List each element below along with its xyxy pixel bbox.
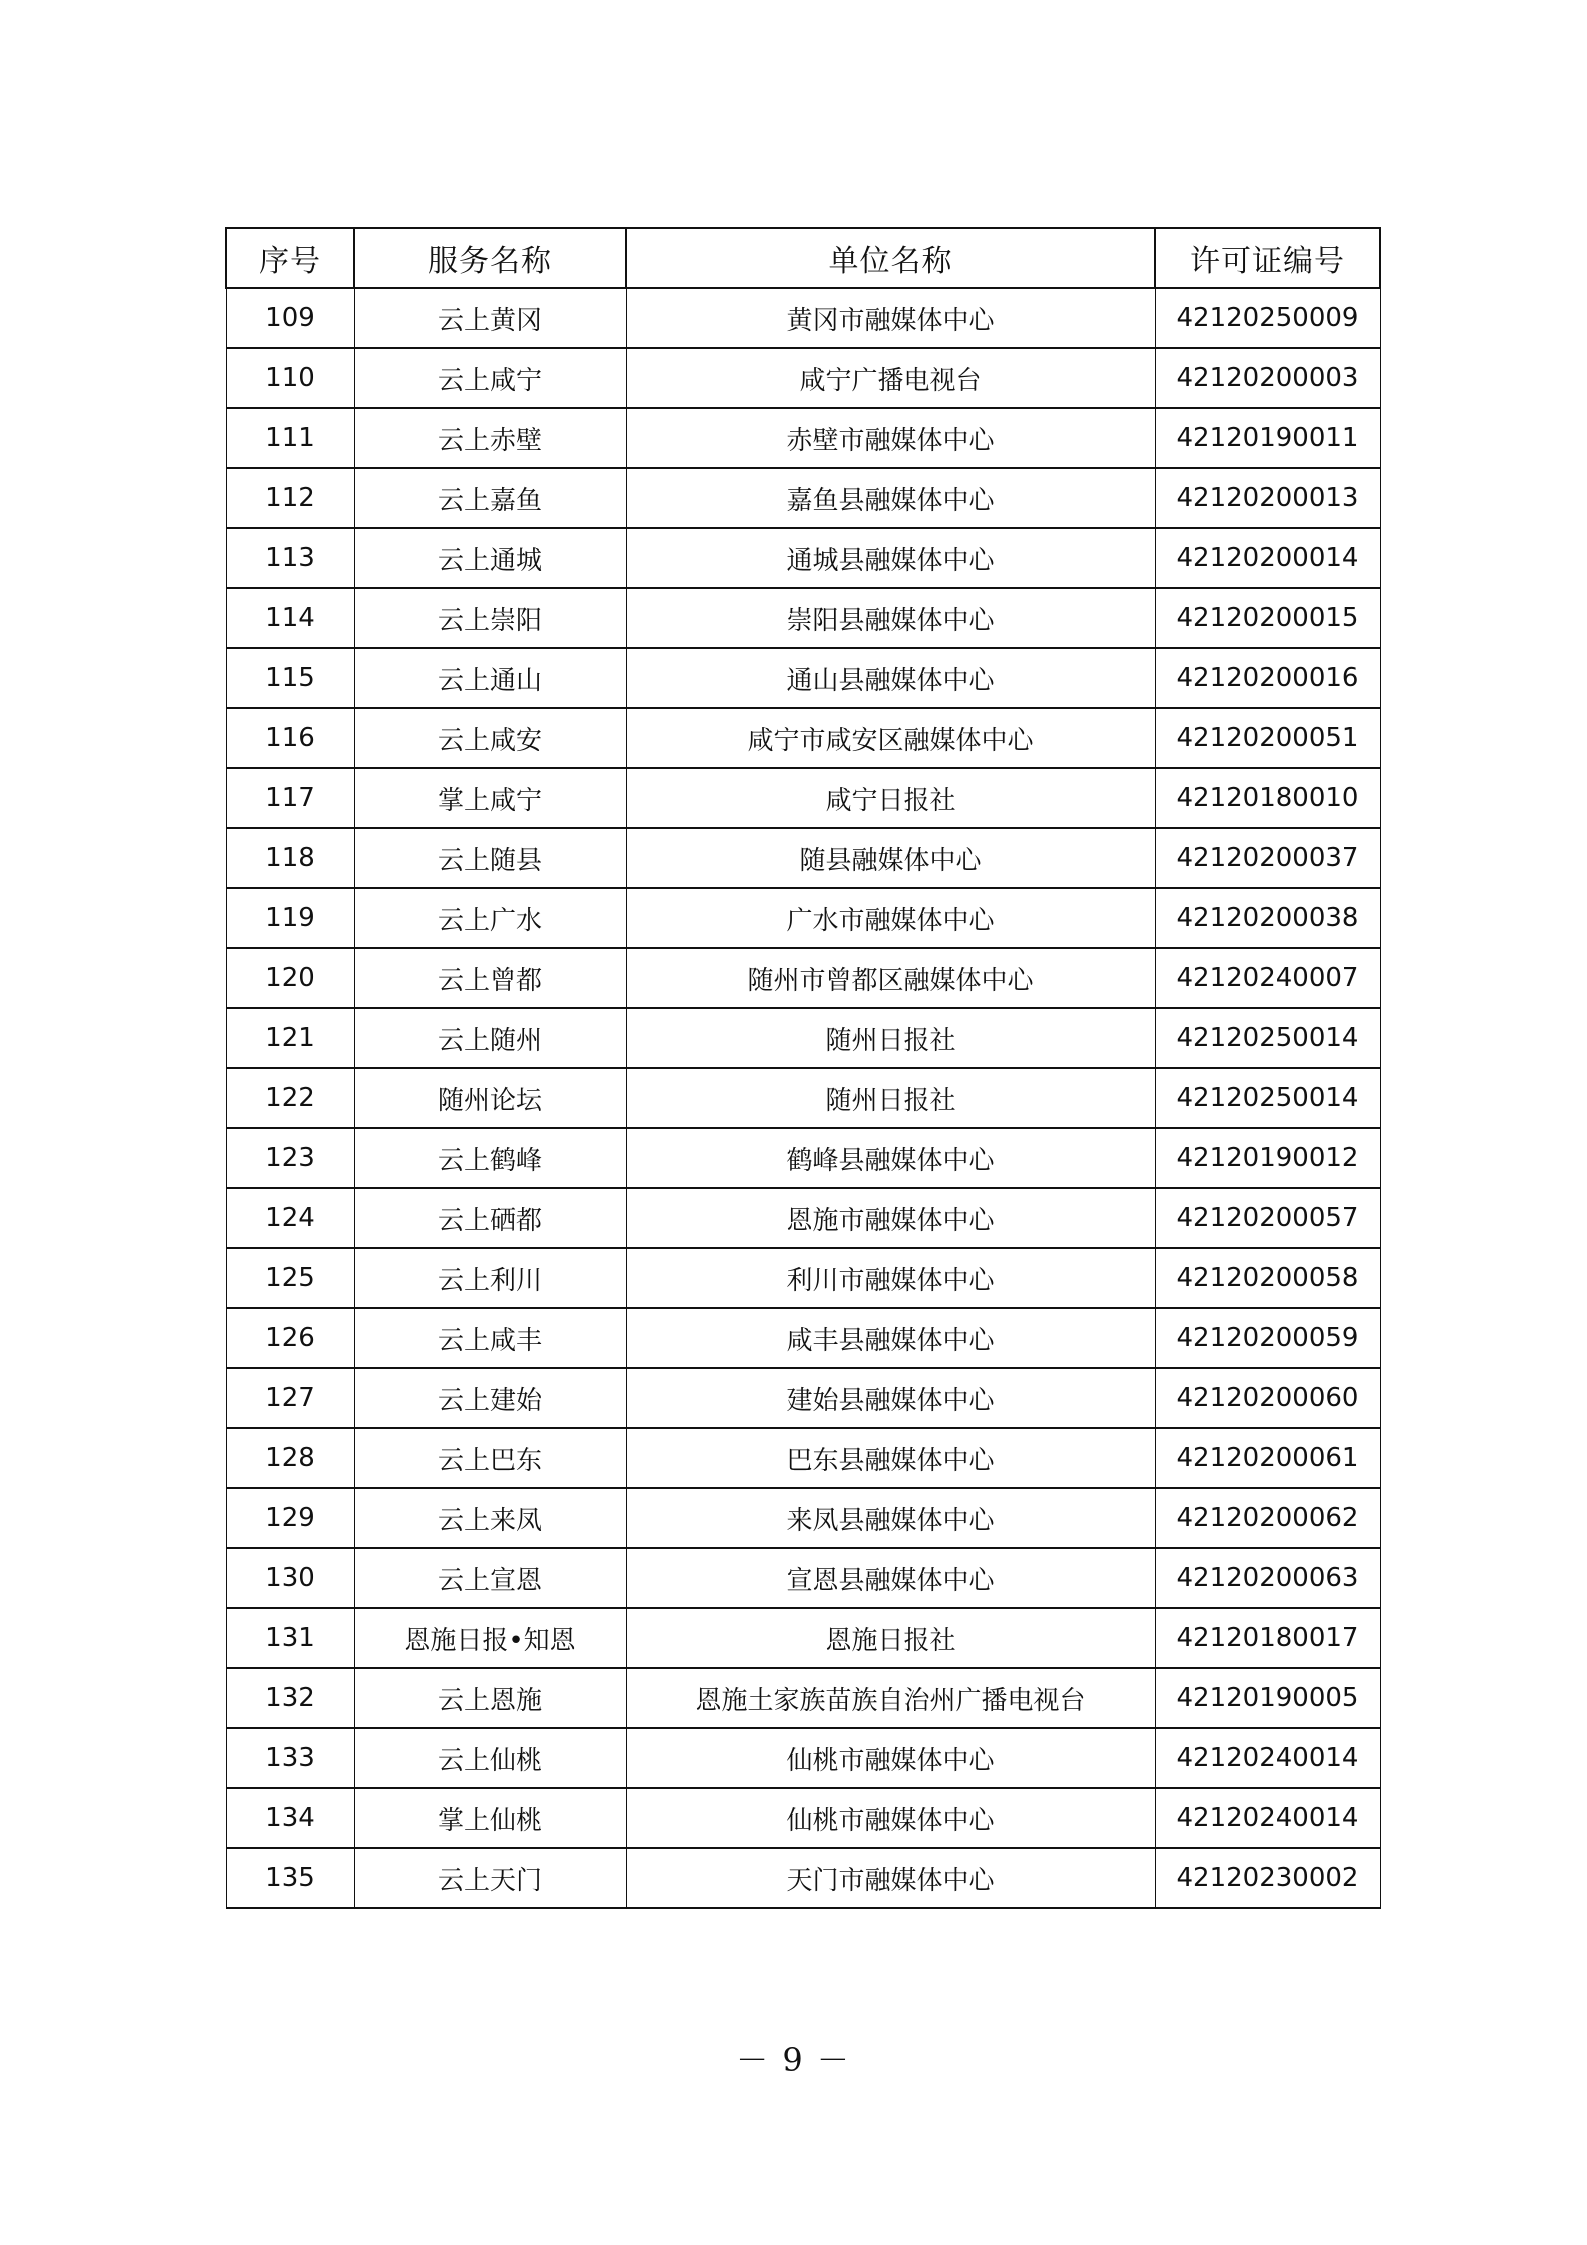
cell-unit-name: 黄冈市融媒体中心 [626, 288, 1155, 348]
cell-unit-name: 通城县融媒体中心 [626, 528, 1155, 588]
cell-service-name: 云上恩施 [354, 1668, 626, 1728]
cell-index: 115 [226, 648, 354, 708]
cell-index: 110 [226, 348, 354, 408]
cell-service-name: 云上通山 [354, 648, 626, 708]
cell-unit-name: 咸宁日报社 [626, 768, 1155, 828]
cell-index: 111 [226, 408, 354, 468]
table-row [226, 468, 1380, 528]
table-row [226, 1188, 1380, 1248]
cell-index: 124 [226, 1188, 354, 1248]
cell-license-no: 42120200059 [1155, 1308, 1380, 1368]
cell-license-no: 42120200037 [1155, 828, 1380, 888]
table-row [226, 648, 1380, 708]
cell-license-no: 42120250014 [1155, 1008, 1380, 1068]
cell-index: 113 [226, 528, 354, 588]
cell-service-name: 掌上仙桃 [354, 1788, 626, 1848]
table-row [226, 1548, 1380, 1608]
cell-unit-name: 咸宁市咸安区融媒体中心 [626, 708, 1155, 768]
cell-service-name: 恩施日报•知恩 [354, 1608, 626, 1668]
table-body [226, 288, 1380, 1908]
cell-service-name: 云上广水 [354, 888, 626, 948]
cell-unit-name: 宣恩县融媒体中心 [626, 1548, 1155, 1608]
cell-index: 126 [226, 1308, 354, 1368]
table-row [226, 1848, 1380, 1908]
cell-license-no: 42120200003 [1155, 348, 1380, 408]
cell-unit-name: 随州日报社 [626, 1068, 1155, 1128]
table-row [226, 1488, 1380, 1548]
license-table [225, 227, 1381, 1909]
cell-service-name: 云上宣恩 [354, 1548, 626, 1608]
cell-license-no: 42120180017 [1155, 1608, 1380, 1668]
cell-service-name: 云上崇阳 [354, 588, 626, 648]
cell-license-no: 42120190011 [1155, 408, 1380, 468]
cell-service-name: 云上通城 [354, 528, 626, 588]
cell-unit-name: 通山县融媒体中心 [626, 648, 1155, 708]
table-header-row [226, 228, 1380, 288]
table-row [226, 1368, 1380, 1428]
cell-unit-name: 随县融媒体中心 [626, 828, 1155, 888]
table-row [226, 828, 1380, 888]
cell-index: 125 [226, 1248, 354, 1308]
cell-unit-name: 来凤县融媒体中心 [626, 1488, 1155, 1548]
cell-license-no: 42120200063 [1155, 1548, 1380, 1608]
cell-license-no: 42120200016 [1155, 648, 1380, 708]
table-row [226, 1128, 1380, 1188]
cell-license-no: 42120200013 [1155, 468, 1380, 528]
cell-unit-name: 随州市曾都区融媒体中心 [626, 948, 1155, 1008]
cell-index: 114 [226, 588, 354, 648]
header-license-no: 许可证编号 [1155, 228, 1380, 288]
cell-unit-name: 建始县融媒体中心 [626, 1368, 1155, 1428]
cell-license-no: 42120200015 [1155, 588, 1380, 648]
cell-license-no: 42120200014 [1155, 528, 1380, 588]
cell-license-no: 42120200057 [1155, 1188, 1380, 1248]
table-row [226, 948, 1380, 1008]
table-row [226, 1248, 1380, 1308]
cell-license-no: 42120200058 [1155, 1248, 1380, 1308]
cell-index: 118 [226, 828, 354, 888]
cell-license-no: 42120230002 [1155, 1848, 1380, 1908]
table-row [226, 348, 1380, 408]
cell-service-name: 云上咸宁 [354, 348, 626, 408]
cell-service-name: 云上咸安 [354, 708, 626, 768]
cell-service-name: 云上巴东 [354, 1428, 626, 1488]
cell-index: 119 [226, 888, 354, 948]
table-row [226, 408, 1380, 468]
cell-license-no: 42120180010 [1155, 768, 1380, 828]
table-row [226, 1068, 1380, 1128]
page-number: － 9 － [736, 2041, 851, 2079]
cell-service-name: 云上仙桃 [354, 1728, 626, 1788]
header-index: 序号 [226, 228, 354, 288]
cell-index: 121 [226, 1008, 354, 1068]
cell-service-name: 云上硒都 [354, 1188, 626, 1248]
cell-service-name: 掌上咸宁 [354, 768, 626, 828]
cell-unit-name: 仙桃市融媒体中心 [626, 1728, 1155, 1788]
cell-index: 130 [226, 1548, 354, 1608]
cell-license-no: 42120240014 [1155, 1728, 1380, 1788]
cell-index: 117 [226, 768, 354, 828]
cell-index: 135 [226, 1848, 354, 1908]
cell-index: 109 [226, 288, 354, 348]
table-row [226, 528, 1380, 588]
cell-unit-name: 恩施日报社 [626, 1608, 1155, 1668]
cell-unit-name: 崇阳县融媒体中心 [626, 588, 1155, 648]
table-row [226, 1008, 1380, 1068]
cell-license-no: 42120200051 [1155, 708, 1380, 768]
cell-index: 122 [226, 1068, 354, 1128]
cell-service-name: 云上曾都 [354, 948, 626, 1008]
header-service-name: 服务名称 [354, 228, 626, 288]
cell-unit-name: 天门市融媒体中心 [626, 1848, 1155, 1908]
table-row [226, 888, 1380, 948]
cell-index: 112 [226, 468, 354, 528]
table-row [226, 588, 1380, 648]
cell-unit-name: 巴东县融媒体中心 [626, 1428, 1155, 1488]
cell-index: 127 [226, 1368, 354, 1428]
cell-unit-name: 嘉鱼县融媒体中心 [626, 468, 1155, 528]
cell-unit-name: 利川市融媒体中心 [626, 1248, 1155, 1308]
cell-license-no: 42120250009 [1155, 288, 1380, 348]
table-row [226, 708, 1380, 768]
cell-unit-name: 恩施土家族苗族自治州广播电视台 [626, 1668, 1155, 1728]
table-row [226, 288, 1380, 348]
cell-service-name: 随州论坛 [354, 1068, 626, 1128]
cell-unit-name: 咸丰县融媒体中心 [626, 1308, 1155, 1368]
table-row [226, 1428, 1380, 1488]
table-row [226, 1608, 1380, 1668]
cell-index: 132 [226, 1668, 354, 1728]
cell-license-no: 42120200062 [1155, 1488, 1380, 1548]
cell-index: 128 [226, 1428, 354, 1488]
cell-unit-name: 随州日报社 [626, 1008, 1155, 1068]
cell-license-no: 42120240007 [1155, 948, 1380, 1008]
cell-unit-name: 咸宁广播电视台 [626, 348, 1155, 408]
cell-service-name: 云上利川 [354, 1248, 626, 1308]
cell-service-name: 云上鹤峰 [354, 1128, 626, 1188]
table-row [226, 1728, 1380, 1788]
cell-unit-name: 赤壁市融媒体中心 [626, 408, 1155, 468]
cell-service-name: 云上赤壁 [354, 408, 626, 468]
table-row [226, 1788, 1380, 1848]
cell-service-name: 云上随县 [354, 828, 626, 888]
cell-license-no: 42120250014 [1155, 1068, 1380, 1128]
cell-license-no: 42120240014 [1155, 1788, 1380, 1848]
cell-unit-name: 鹤峰县融媒体中心 [626, 1128, 1155, 1188]
cell-service-name: 云上咸丰 [354, 1308, 626, 1368]
cell-index: 123 [226, 1128, 354, 1188]
cell-service-name: 云上黄冈 [354, 288, 626, 348]
table-row [226, 768, 1380, 828]
cell-license-no: 42120190012 [1155, 1128, 1380, 1188]
cell-license-no: 42120200061 [1155, 1428, 1380, 1488]
cell-index: 134 [226, 1788, 354, 1848]
cell-index: 116 [226, 708, 354, 768]
cell-index: 131 [226, 1608, 354, 1668]
cell-unit-name: 广水市融媒体中心 [626, 888, 1155, 948]
header-unit-name: 单位名称 [626, 228, 1155, 288]
cell-service-name: 云上嘉鱼 [354, 468, 626, 528]
cell-unit-name: 恩施市融媒体中心 [626, 1188, 1155, 1248]
cell-unit-name: 仙桃市融媒体中心 [626, 1788, 1155, 1848]
cell-service-name: 云上建始 [354, 1368, 626, 1428]
cell-service-name: 云上随州 [354, 1008, 626, 1068]
cell-license-no: 42120190005 [1155, 1668, 1380, 1728]
cell-index: 120 [226, 948, 354, 1008]
table-row [226, 1308, 1380, 1368]
table-row [226, 1668, 1380, 1728]
cell-license-no: 42120200038 [1155, 888, 1380, 948]
cell-service-name: 云上天门 [354, 1848, 626, 1908]
cell-index: 133 [226, 1728, 354, 1788]
cell-index: 129 [226, 1488, 354, 1548]
cell-license-no: 42120200060 [1155, 1368, 1380, 1428]
cell-service-name: 云上来凤 [354, 1488, 626, 1548]
